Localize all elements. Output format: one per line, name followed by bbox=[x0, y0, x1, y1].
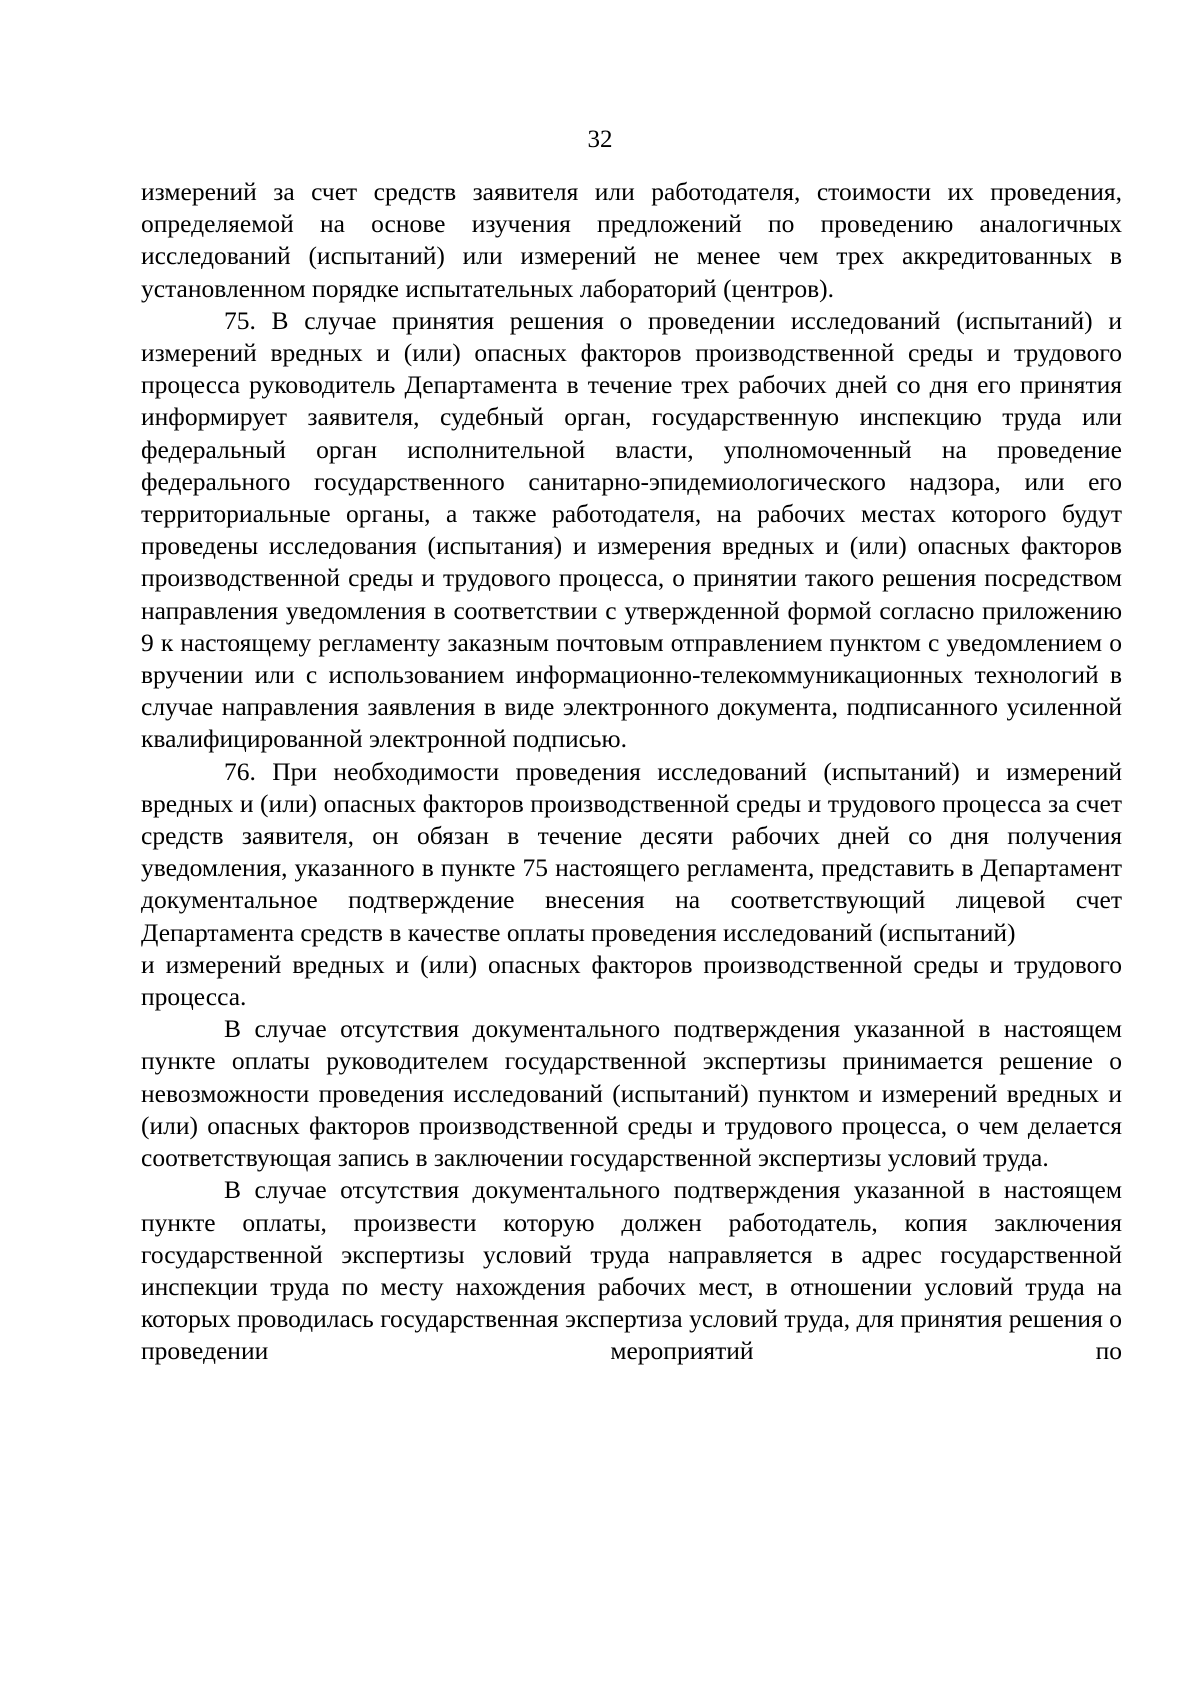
page-number: 32 bbox=[587, 126, 613, 153]
document-body bbox=[141, 176, 1122, 1368]
paragraph-75: 75. В случае принятия решения о проведении исследований (испытаний) и измерений вредных и (или) опасных факторов производственной среды и трудового процесса руководитель Департамента в течение трех рабочих дней со дня его принятия информирует заявителя, судебный орган, государственную инспекцию труда или федеральный орган исполнительной власти, уполномоченный на проведение федерального государственного санитарно-эпидемиологического надзора, или его территориальные органы, а также работодателя, на рабочих местах которого будут проведены исследования (испытания) и измерения вредных и (или) опасных факторов производственной среды и трудового процесса, о принятии такого решения посредством направления уведомления в соответствии с утвержденной формой согласно приложению 9 к настоящему регламенту заказным почтовым отправлением пунктом с уведомлением о вручении или с использованием информационно-телекоммуникационных технологий в случае направления заявления в виде электронного документа, подписанного усиленной квалифицированной электронной подписью. bbox=[141, 305, 1122, 754]
paragraph-continuation: измерений за счет средств заявителя или работодателя, стоимости их проведения, определяемой на основе изучения предложений по проведению аналогичных исследований (испытаний) или измерений не менее чем трех аккредитованных в установленном порядке испытательных лабораторий (центров). bbox=[141, 177, 1122, 303]
paragraph-76: 76. При необходимости проведения исследований (испытаний) и измерений вредных и (или) опасных факторов производственной среды и трудового процесса за счет средств заявителя, он обязан в течение десяти рабочих дней со дня получения уведомления, указанного в пункте 75 настоящего регламента, представить в Департамент документальное подтверждение внесения на соответствующий лицевой счет Департамента средств в качестве оплаты проведения исследований (испытаний) bbox=[141, 756, 1122, 947]
paragraph-no-payment-confirmation: В случае отсутствия документального подтверждения указанной в настоящем пункте оплаты руководителем государственной экспертизы принимается решение о невозможности проведения исследований (испытаний) пунктом и измерений вредных и (или) опасных факторов производственной среды и трудового процесса, о чем делается соответствующая запись в заключении государственной экспертизы условий труда. bbox=[141, 1014, 1122, 1173]
paragraph-76-continuation: и измерений вредных и (или) опасных факторов производственной среды и трудового процесса. bbox=[141, 949, 1122, 1012]
paragraph-employer-payment: В случае отсутствия документального подтверждения указанной в настоящем пункте оплаты, произвести которую должен работодатель, копия заключения государственной экспертизы условий труда направляется в адрес государственной инспекции труда по месту нахождения рабочих мест, в отношении условий труда на которых проводилась государственная экспертиза условий труда, для принятия решения о проведении мероприятий по bbox=[141, 1175, 1122, 1366]
